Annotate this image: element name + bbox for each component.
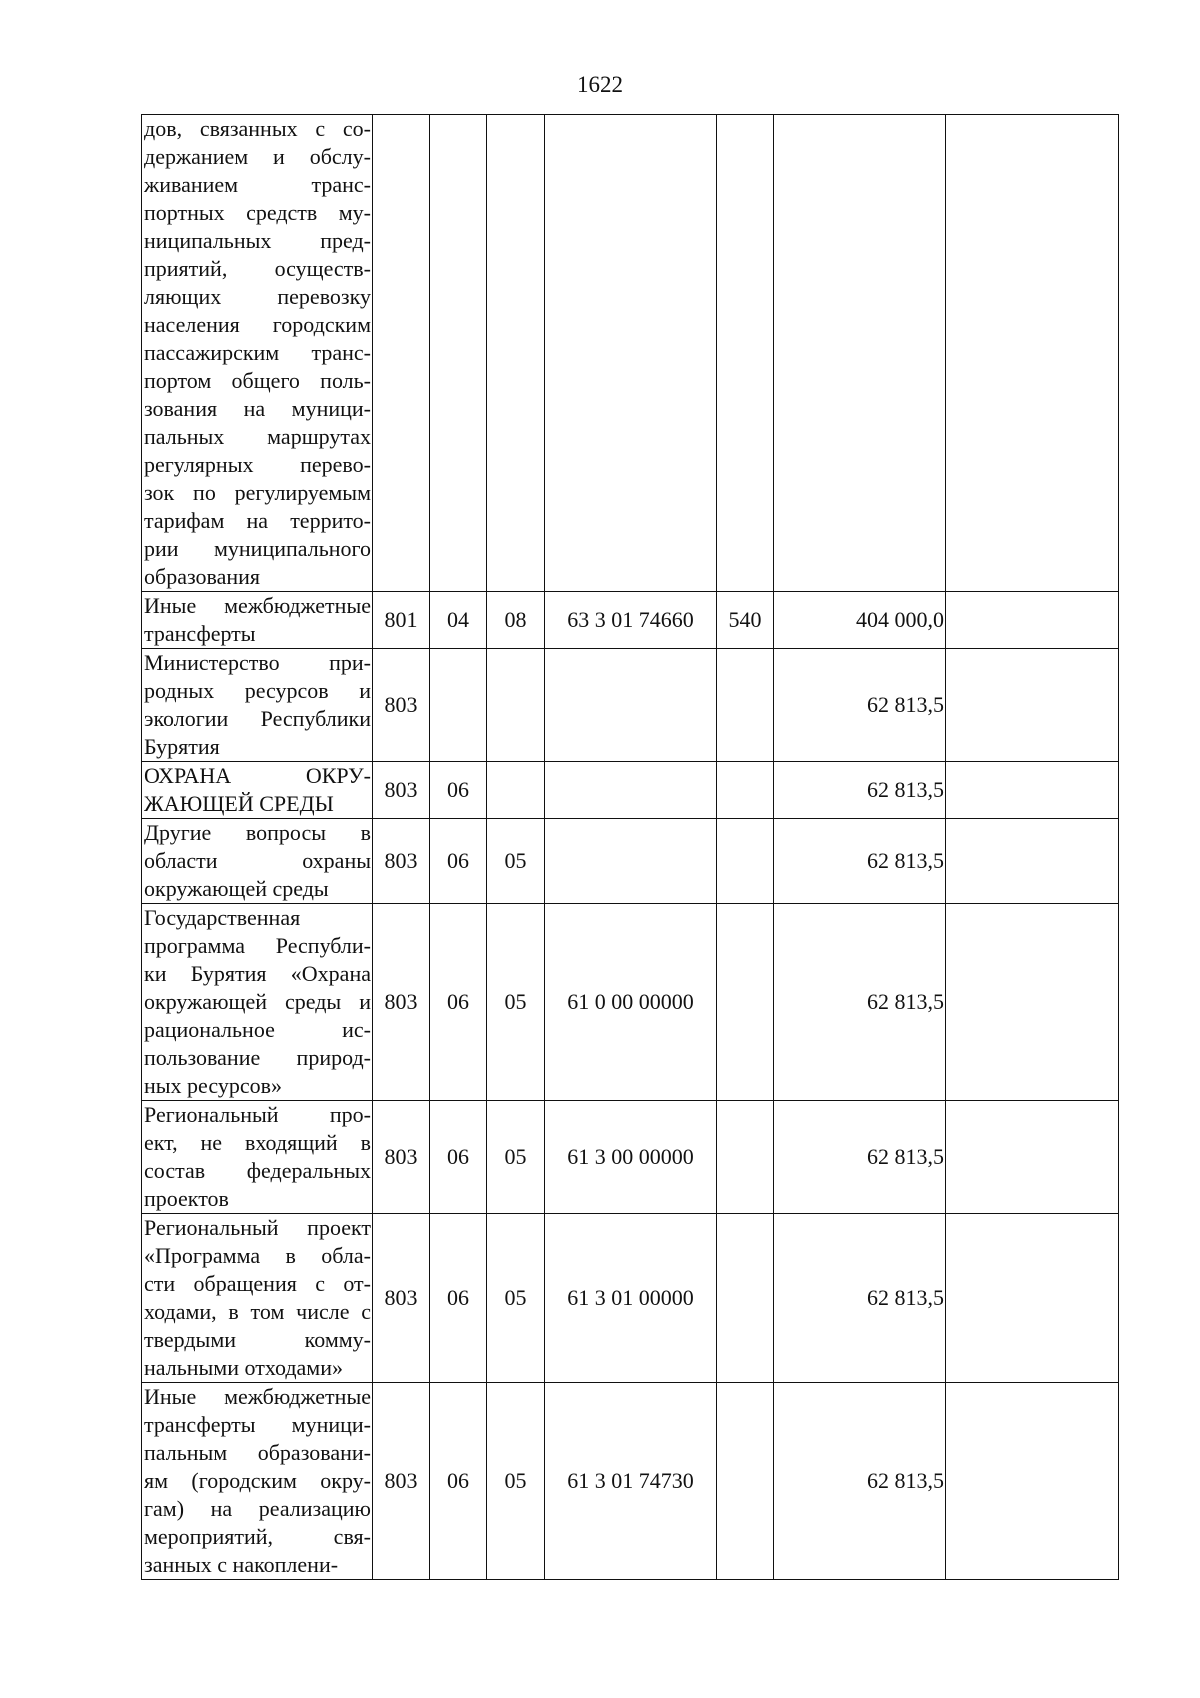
table-row [142,819,1119,904]
row-name-line: ниципальных пред- [144,228,371,253]
row-name-line: Региональный про- [144,1102,371,1127]
row-name-line: Иные межбюджетные [144,1384,371,1409]
subsection-code-cell: 05 [487,1383,545,1580]
subsection-code-cell: 05 [487,904,545,1101]
amount-cell: 62 813,5 [774,904,946,1101]
row-name-cell [142,1383,373,1580]
amount-cell [774,115,946,592]
row-name-line: занных с накоплени- [144,1552,339,1577]
row-name-line: ЖАЮЩЕЙ СРЕДЫ [144,791,334,816]
row-name-line: трансферты муници- [144,1412,371,1437]
row-name-line: рациональное ис- [144,1017,371,1042]
table-row [142,1383,1119,1580]
row-name-line: Министерство при- [144,650,371,675]
gr-code-cell: 803 [373,904,430,1101]
row-name-line: дов, связанных с со- [144,116,371,141]
target-article-cell: 61 3 00 00000 [545,1101,717,1214]
expense-type-cell [717,904,774,1101]
section-code-cell: 06 [430,1101,487,1214]
row-name-line: гам) на реализацию [144,1496,371,1521]
gr-code-cell [373,115,430,592]
row-name-line: ОХРАНА ОКРУ- [144,763,371,788]
target-article-cell [545,649,717,762]
row-name-line: проектов [144,1186,229,1211]
extra-amount-cell [946,649,1119,762]
target-article-cell: 63 3 01 74660 [545,592,717,649]
extra-amount-cell [946,1383,1119,1580]
expense-type-cell: 540 [717,592,774,649]
amount-cell: 62 813,5 [774,819,946,904]
section-code-cell: 06 [430,1383,487,1580]
extra-amount-cell [946,904,1119,1101]
section-code-cell: 06 [430,1214,487,1383]
subsection-code-cell [487,115,545,592]
extra-amount-cell [946,1214,1119,1383]
section-code-cell [430,649,487,762]
amount-cell: 62 813,5 [774,1383,946,1580]
row-name-cell [142,592,373,649]
gr-code-cell: 803 [373,1214,430,1383]
row-name-line: окружающей среды и [144,989,371,1014]
gr-code-cell: 803 [373,819,430,904]
table-row [142,592,1119,649]
row-name-cell [142,115,373,592]
extra-amount-cell [946,1101,1119,1214]
subsection-code-cell: 05 [487,1214,545,1383]
row-name-line: пользование природ- [144,1045,371,1070]
subsection-code-cell: 08 [487,592,545,649]
section-code-cell: 06 [430,762,487,819]
row-name-line: трансферты [144,621,256,646]
row-name-line: ных ресурсов» [144,1073,282,1098]
table-body [142,115,1119,1580]
page-number: 1622 [577,72,623,97]
section-code-cell: 06 [430,819,487,904]
row-name-line: ходами, в том числе с [144,1299,371,1324]
extra-amount-cell [946,592,1119,649]
amount-cell: 62 813,5 [774,762,946,819]
row-name-line: мероприятий, свя- [144,1524,371,1549]
subsection-code-cell: 05 [487,1101,545,1214]
row-name-cell [142,1214,373,1383]
row-name-line: сти обращения с от- [144,1271,371,1296]
expense-type-cell [717,819,774,904]
subsection-code-cell [487,649,545,762]
row-name-line: состав федеральных [144,1158,371,1183]
gr-code-cell: 801 [373,592,430,649]
extra-amount-cell [946,819,1119,904]
amount-cell: 62 813,5 [774,1101,946,1214]
row-name-line: зок по регулируемым [144,480,371,505]
table-row [142,762,1119,819]
row-name-line: живанием транс- [144,172,371,197]
row-name-line: пальным образовани- [144,1440,371,1465]
target-article-cell: 61 3 01 00000 [545,1214,717,1383]
amount-cell: 62 813,5 [774,1214,946,1383]
amount-cell: 62 813,5 [774,649,946,762]
subsection-code-cell: 05 [487,819,545,904]
row-name-cell [142,762,373,819]
gr-code-cell: 803 [373,1101,430,1214]
row-name-line: ки Бурятия «Охрана [144,961,371,986]
row-name-cell [142,819,373,904]
row-name-line: Иные межбюджетные [144,593,371,618]
row-name-line: родных ресурсов и [144,678,371,703]
section-code-cell: 06 [430,904,487,1101]
expense-type-cell [717,1214,774,1383]
row-name-line: нальными отходами» [144,1355,343,1380]
row-name-line: программа Республи- [144,933,371,958]
target-article-cell: 61 3 01 74730 [545,1383,717,1580]
row-name-line: Другие вопросы в [144,820,371,845]
row-name-line: Бурятия [144,734,220,759]
row-name-line: экологии Республики [144,706,371,731]
row-name-line: населения городским [144,312,371,337]
expense-type-cell [717,115,774,592]
row-name-line: Региональный проект [144,1215,371,1240]
extra-amount-cell [946,762,1119,819]
row-name-line: пассажирским транс- [144,340,371,365]
extra-amount-cell [946,115,1119,592]
subsection-code-cell [487,762,545,819]
row-name-cell [142,904,373,1101]
gr-code-cell: 803 [373,762,430,819]
row-name-line: Государственная [144,905,301,930]
row-name-cell [142,649,373,762]
target-article-cell [545,115,717,592]
row-name-line: держанием и обслу- [144,144,371,169]
amount-cell: 404 000,0 [774,592,946,649]
row-name-line: пальных маршрутах [144,424,371,449]
table-row [142,115,1119,592]
gr-code-cell: 803 [373,649,430,762]
row-name-line: зования на муници- [144,396,371,421]
row-name-line: «Программа в обла- [144,1243,371,1268]
row-name-line: ям (городским окру- [144,1468,371,1493]
section-code-cell [430,115,487,592]
row-name-line: регулярных перево- [144,452,371,477]
table-row [142,649,1119,762]
row-name-line: тарифам на террито- [144,508,371,533]
expense-type-cell [717,1383,774,1580]
row-name-line: твердыми комму- [144,1327,371,1352]
row-name-line: портных средств му- [144,200,371,225]
table-row [142,904,1119,1101]
expense-type-cell [717,762,774,819]
table-row [142,1101,1119,1214]
row-name-line: портом общего поль- [144,368,371,393]
target-article-cell [545,819,717,904]
target-article-cell: 61 0 00 00000 [545,904,717,1101]
row-name-line: образования [144,564,261,589]
expense-type-cell [717,1101,774,1214]
row-name-cell [142,1101,373,1214]
target-article-cell [545,762,717,819]
budget-table [141,114,1119,1580]
section-code-cell: 04 [430,592,487,649]
table-row [142,1214,1119,1383]
row-name-line: ект, не входящий в [144,1130,371,1155]
row-name-line: окружающей среды [144,876,329,901]
gr-code-cell: 803 [373,1383,430,1580]
row-name-line: приятий, осуществ- [144,256,371,281]
row-name-line: рии муниципального [144,536,371,561]
row-name-line: области охраны [144,848,371,873]
row-name-line: ляющих перевозку [144,284,371,309]
expense-type-cell [717,649,774,762]
